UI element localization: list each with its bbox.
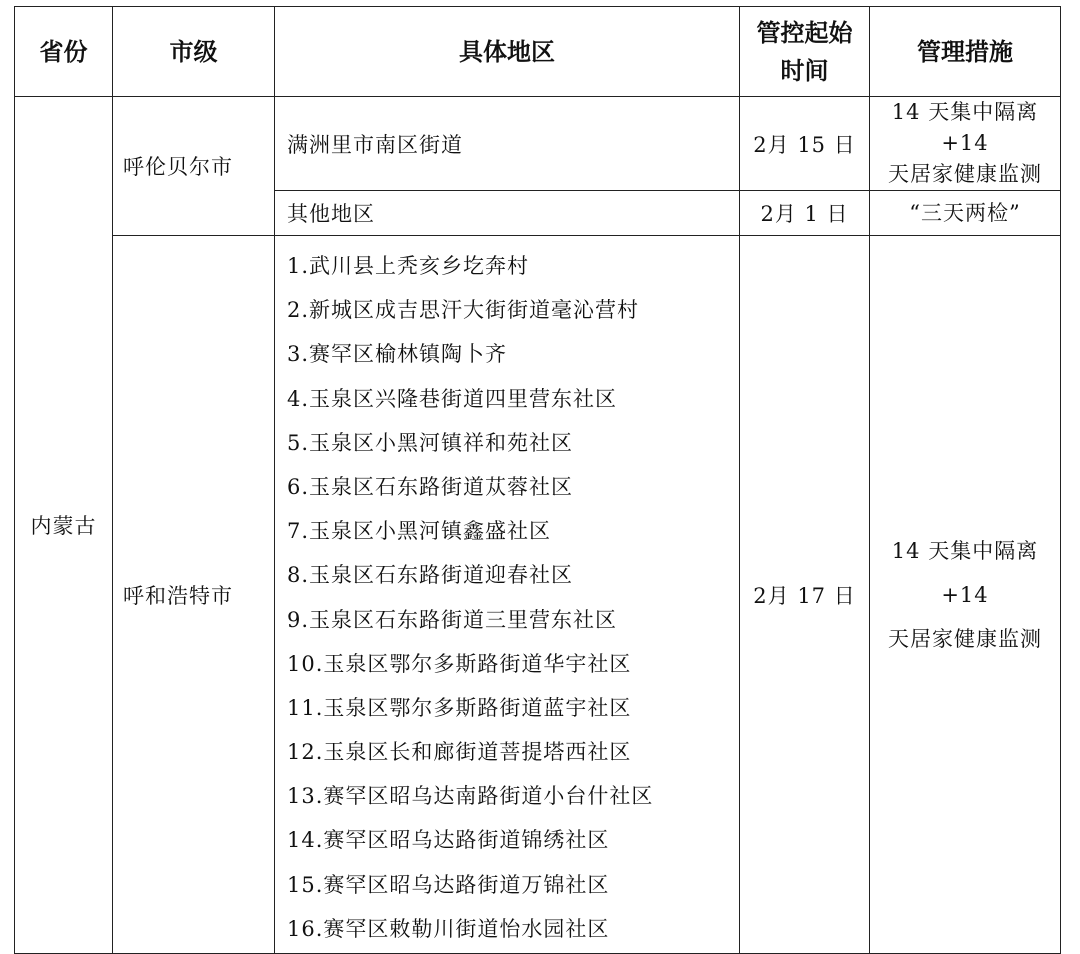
header-measures: 管理措施 bbox=[870, 7, 1061, 97]
area-cell: 满洲里市南区街道 bbox=[275, 97, 740, 191]
start-time-cell: 2月 15 日 bbox=[740, 97, 870, 191]
measure-line2: 天居家健康监测 bbox=[888, 626, 1042, 651]
measure-cell: “三天两检” bbox=[870, 191, 1061, 236]
city-cell-hulunbuir: 呼伦贝尔市 bbox=[113, 97, 275, 236]
list-item: 14.赛罕区昭乌达路街道锦绣社区 bbox=[287, 828, 610, 853]
header-start-time bbox=[740, 7, 870, 97]
table-row bbox=[15, 236, 1061, 954]
list-item: 5.玉泉区小黑河镇祥和苑社区 bbox=[287, 430, 574, 455]
city-cell-hohhot: 呼和浩特市 bbox=[113, 236, 275, 954]
table-row bbox=[15, 97, 1061, 191]
measure-cell bbox=[870, 236, 1061, 954]
list-item: 11.玉泉区鄂尔多斯路街道蓝宇社区 bbox=[287, 695, 632, 720]
list-item: 1.武川县上秃亥乡圪奔村 bbox=[287, 254, 530, 278]
start-time-cell: 2月 1 日 bbox=[740, 191, 870, 236]
area-list-cell bbox=[275, 236, 740, 954]
list-item: 6.玉泉区石东路街道苁蓉社区 bbox=[287, 474, 574, 499]
header-row bbox=[15, 7, 1061, 97]
list-item: 10.玉泉区鄂尔多斯路街道华宇社区 bbox=[287, 651, 632, 676]
measure-line2: 天居家健康监测 bbox=[888, 162, 1042, 186]
area-cell: 其他地区 bbox=[275, 191, 740, 236]
list-item: 16.赛罕区敕勒川街道怡水园社区 bbox=[287, 916, 610, 941]
measure-line1: 14 天集中隔离+14 bbox=[891, 538, 1039, 607]
list-item: 2.新城区成吉思汗大街街道毫沁营村 bbox=[287, 298, 640, 323]
list-item: 9.玉泉区石东路街道三里营东社区 bbox=[287, 607, 618, 632]
province-cell: 内蒙古 bbox=[15, 97, 113, 954]
header-province: 省份 bbox=[15, 7, 113, 97]
control-areas-table bbox=[14, 6, 1061, 954]
area-list bbox=[287, 236, 739, 953]
list-item: 12.玉泉区长和廊街道菩提塔西社区 bbox=[287, 740, 632, 765]
list-item: 8.玉泉区石东路街道迎春社区 bbox=[287, 563, 574, 588]
measure-line1: 14 天集中隔离+14 bbox=[891, 100, 1039, 155]
header-city: 市级 bbox=[113, 7, 275, 97]
list-item: 4.玉泉区兴隆巷街道四里营东社区 bbox=[287, 386, 618, 411]
header-start-time-line2: 时间 bbox=[780, 56, 829, 85]
measure-cell bbox=[870, 97, 1061, 191]
header-start-time-line1: 管控起始 bbox=[756, 18, 853, 47]
start-time-cell: 2月 17 日 bbox=[740, 236, 870, 954]
header-area: 具体地区 bbox=[275, 7, 740, 97]
list-item: 7.玉泉区小黑河镇鑫盛社区 bbox=[287, 519, 552, 544]
list-item: 15.赛罕区昭乌达路街道万锦社区 bbox=[287, 872, 610, 897]
list-item: 13.赛罕区昭乌达南路街道小台什社区 bbox=[287, 784, 654, 809]
list-item: 3.赛罕区榆林镇陶卜齐 bbox=[287, 342, 508, 367]
